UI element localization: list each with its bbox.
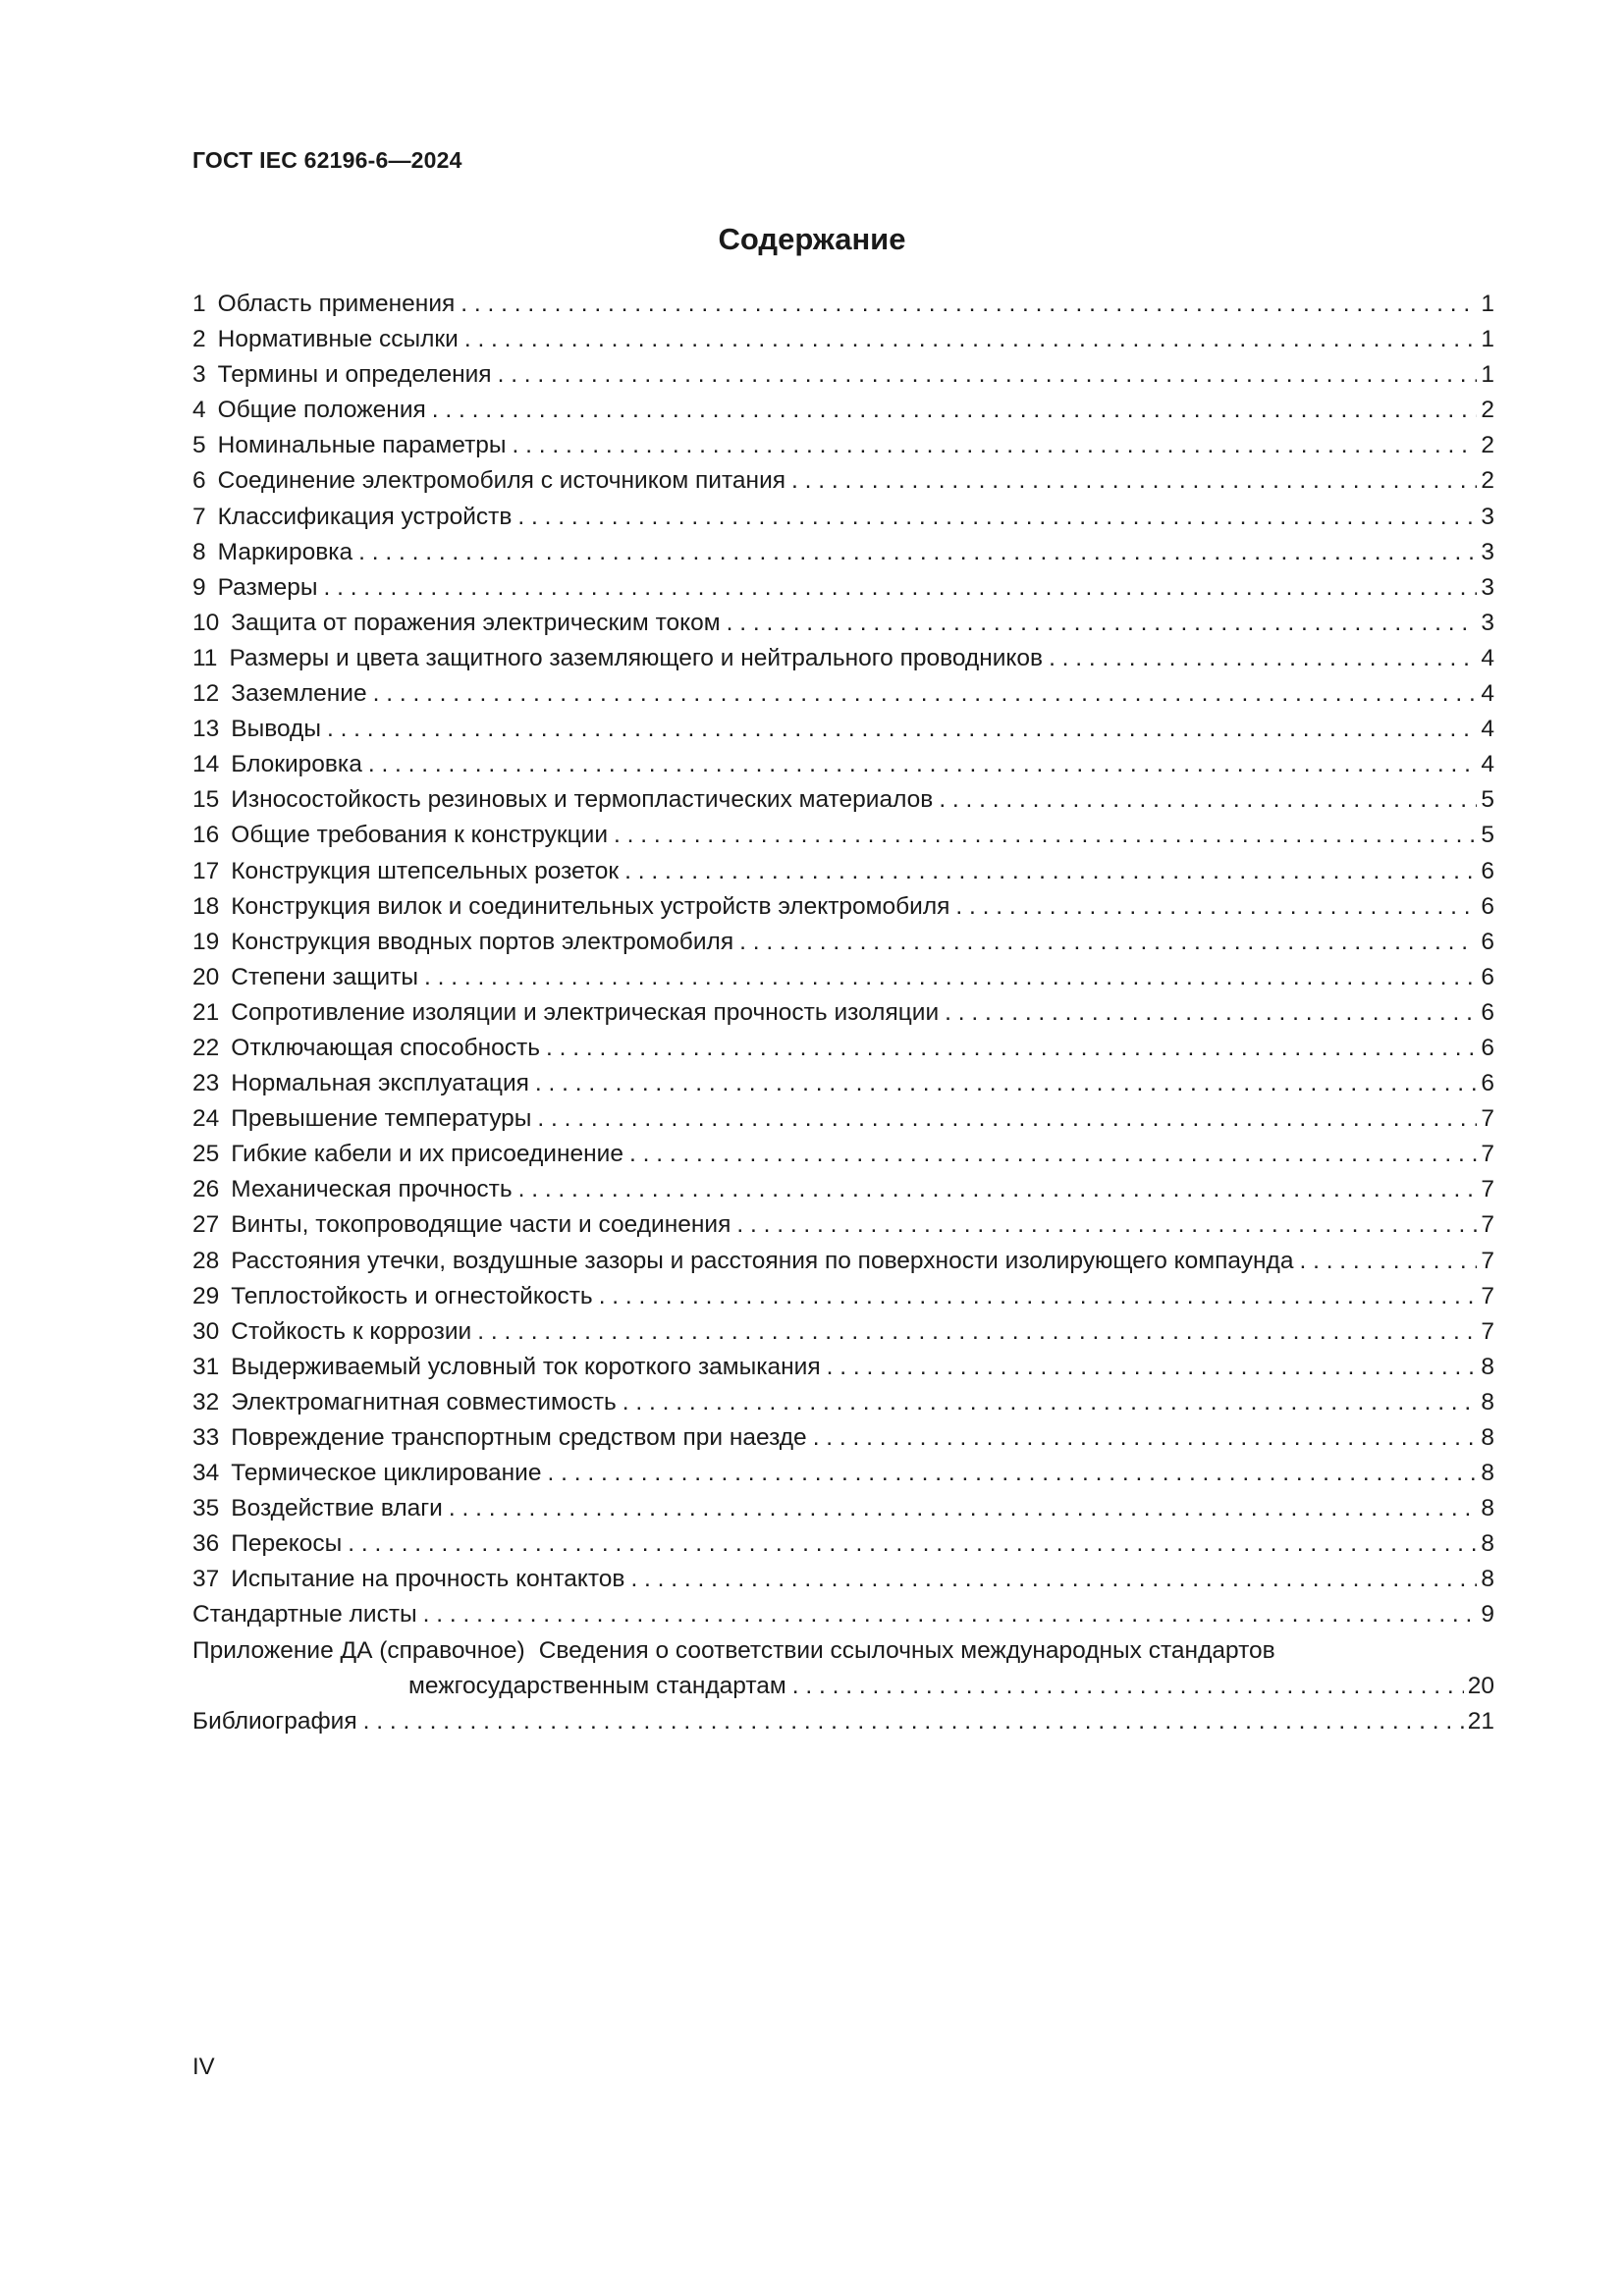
toc-entry[interactable]	[192, 428, 1494, 463]
toc-leader-dots	[518, 1172, 1478, 1207]
toc-entry-page: 8	[1481, 1495, 1494, 1522]
toc-entry[interactable]	[192, 712, 1494, 747]
toc-entry-title: Нормативные ссылки	[217, 326, 459, 353]
toc-entry-title: Конструкция вилок и соединительных устройств электромобиля	[231, 892, 950, 920]
toc-entry-page: 4	[1481, 680, 1494, 708]
toc-leader-dots	[327, 712, 1477, 747]
toc-entry-title: Библиография	[192, 1707, 357, 1735]
toc-entry-number: 23	[192, 1070, 220, 1097]
toc-entry[interactable]	[192, 1172, 1494, 1207]
toc-entry[interactable]	[192, 1244, 1494, 1279]
toc-leader-dots	[1299, 1244, 1477, 1279]
toc-entry-number: 32	[192, 1388, 220, 1415]
toc-entry-page: 7	[1481, 1211, 1494, 1239]
toc-entry-number: 8	[192, 538, 206, 565]
toc-entry-title: Гибкие кабели и их присоединение	[231, 1141, 623, 1168]
toc-entry-title: Маркировка	[217, 538, 353, 565]
toc-entry-title: Размеры и цвета защитного заземляющего и нейтрального проводников	[229, 644, 1044, 671]
toc-leader-dots	[599, 1279, 1478, 1314]
toc-entry[interactable]	[192, 1101, 1494, 1137]
toc-entry-page: 20	[1467, 1672, 1494, 1699]
toc-entry-number: 4	[192, 397, 206, 424]
toc-entry[interactable]	[192, 606, 1494, 641]
toc-leader-dots	[614, 818, 1477, 853]
toc-entry-number: 19	[192, 928, 220, 955]
toc-entry[interactable]	[192, 1562, 1494, 1597]
toc-entry-page: 1	[1481, 361, 1494, 389]
toc-entry[interactable]	[192, 1031, 1494, 1066]
toc-entry-page: 4	[1481, 644, 1494, 671]
toc-entry-page: 8	[1481, 1388, 1494, 1415]
toc-leader-dots	[423, 1597, 1478, 1632]
toc-entry[interactable]	[192, 818, 1494, 853]
toc-entry-page: 1	[1481, 291, 1494, 317]
toc-leader-dots	[348, 1526, 1477, 1562]
toc-leader-dots	[368, 747, 1478, 782]
toc-entry-number: 9	[192, 573, 206, 601]
toc-entry-page: 7	[1481, 1141, 1494, 1168]
toc-leader-dots	[537, 1101, 1477, 1137]
toc-leader-dots	[630, 1562, 1477, 1597]
toc-entry-page: 8	[1481, 1530, 1494, 1558]
toc-entry-number: 6	[192, 467, 206, 495]
toc-entry-title: Нормальная эксплуатация	[231, 1070, 529, 1097]
toc-entry-page: 6	[1481, 928, 1494, 955]
toc-entry-number: 26	[192, 1176, 220, 1203]
toc-entry[interactable]	[192, 1350, 1494, 1385]
toc-leader-dots	[464, 322, 1478, 357]
toc-entry-page: 2	[1481, 467, 1494, 495]
table-of-contents	[192, 287, 1494, 1739]
toc-entry-page: 7	[1481, 1247, 1494, 1274]
toc-entry-title: Общие положения	[217, 397, 426, 424]
toc-entry-standard-sheets[interactable]	[192, 1597, 1494, 1632]
toc-entry-page: 7	[1481, 1282, 1494, 1309]
toc-entry-number: 27	[192, 1211, 220, 1239]
toc-entry[interactable]	[192, 322, 1494, 357]
toc-entry-number: 15	[192, 786, 220, 814]
toc-entry-title: Теплостойкость и огнестойкость	[231, 1282, 593, 1309]
toc-entry-page: 7	[1481, 1176, 1494, 1203]
toc-entry[interactable]	[192, 393, 1494, 428]
toc-entry-title: Износостойкость резиновых и термопластических материалов	[231, 786, 934, 814]
toc-entry-title: Стойкость к коррозии	[231, 1317, 472, 1345]
toc-leader-dots	[945, 995, 1477, 1031]
toc-entry-number: 13	[192, 716, 220, 743]
toc-leader-dots	[939, 782, 1477, 818]
annex-title-line2: межгосударственным стандартам	[408, 1672, 786, 1699]
toc-entry-page: 5	[1481, 786, 1494, 814]
toc-leader-dots	[449, 1491, 1477, 1526]
toc-entry-page: 2	[1481, 397, 1494, 424]
toc-entry-page: 1	[1481, 326, 1494, 353]
toc-entry-number: 22	[192, 1034, 220, 1061]
toc-entry-number: 24	[192, 1105, 220, 1133]
toc-entry[interactable]	[192, 1420, 1494, 1456]
toc-entry-title: Превышение температуры	[231, 1105, 532, 1133]
toc-entry-title: Термины и определения	[217, 361, 492, 389]
toc-entry-page: 4	[1481, 716, 1494, 743]
toc-entry-page: 4	[1481, 751, 1494, 778]
toc-entry-number: 30	[192, 1317, 220, 1345]
toc-entry[interactable]	[192, 641, 1494, 676]
toc-entry-bibliography[interactable]	[192, 1704, 1494, 1739]
toc-entry[interactable]	[192, 1279, 1494, 1314]
toc-entry-page: 6	[1481, 963, 1494, 990]
toc-leader-dots	[432, 393, 1478, 428]
toc-entry-title: Перекосы	[231, 1530, 343, 1558]
toc-entry-number: 29	[192, 1282, 220, 1309]
toc-leader-dots	[629, 1137, 1477, 1172]
toc-leader-dots	[792, 1669, 1464, 1704]
toc-entry-title: Блокировка	[231, 751, 362, 778]
toc-entry-title: Повреждение транспортным средством при наезде	[231, 1424, 807, 1451]
toc-entry-title: Расстояния утечки, воздушные зазоры и расстояния по поверхности изолирующего компаунда	[231, 1247, 1294, 1274]
toc-entry-number: 7	[192, 503, 206, 530]
toc-entry[interactable]	[192, 782, 1494, 818]
toc-entry-page: 8	[1481, 1424, 1494, 1451]
toc-entry-number: 36	[192, 1530, 220, 1558]
toc-entry-title: Классификация устройств	[217, 503, 513, 530]
toc-entry-title: Номинальные параметры	[217, 432, 507, 459]
toc-entry[interactable]	[192, 925, 1494, 960]
toc-leader-dots	[358, 535, 1477, 570]
toc-entry-title: Размеры	[217, 573, 318, 601]
toc-entry[interactable]	[192, 960, 1494, 995]
toc-leader-dots	[624, 854, 1477, 889]
toc-entry-number: 14	[192, 751, 220, 778]
toc-entry-title: Электромагнитная совместимость	[231, 1388, 617, 1415]
annex-title-line1: Сведения о соответствии ссылочных международных стандартов	[538, 1636, 1275, 1664]
toc-leader-dots	[736, 1207, 1477, 1243]
toc-entry[interactable]	[192, 535, 1494, 570]
toc-leader-dots	[547, 1456, 1477, 1491]
toc-entry[interactable]	[192, 287, 1494, 322]
toc-entry-number: 17	[192, 857, 220, 884]
toc-entry-title: Соединение электромобиля с источником питания	[217, 467, 786, 495]
toc-entry-number: 20	[192, 963, 220, 990]
toc-entry[interactable]	[192, 1207, 1494, 1243]
toc-entry-page: 6	[1481, 892, 1494, 920]
toc-leader-dots	[373, 676, 1478, 712]
toc-entry-title: Воздействие влаги	[231, 1495, 443, 1522]
toc-leader-dots	[623, 1385, 1478, 1420]
toc-entry-page: 2	[1481, 432, 1494, 459]
toc-entry-page: 6	[1481, 1034, 1494, 1061]
toc-entry-title: Сопротивление изоляции и электрическая прочность изоляции	[231, 998, 940, 1026]
toc-entry-page: 6	[1481, 1070, 1494, 1097]
toc-entry-title: Стандартные листы	[192, 1601, 417, 1629]
toc-leader-dots	[323, 570, 1477, 606]
toc-entry[interactable]	[192, 889, 1494, 925]
annex-label: Приложение ДА (справочное)	[192, 1636, 525, 1664]
toc-entry-number: 34	[192, 1460, 220, 1487]
toc-entry-title: Область применения	[217, 291, 456, 317]
toc-leader-dots	[477, 1314, 1477, 1350]
toc-leader-dots	[813, 1420, 1478, 1456]
toc-entry[interactable]	[192, 995, 1494, 1031]
toc-entry-title: Винты, токопроводящие части и соединения	[231, 1211, 731, 1239]
toc-entry-number: 33	[192, 1424, 220, 1451]
document-code: ГОСТ IEC 62196-6—2024	[192, 147, 462, 173]
toc-entry-page: 7	[1481, 1317, 1494, 1345]
toc-entry-title: Термическое циклирование	[231, 1460, 542, 1487]
toc-entry-page: 3	[1481, 609, 1494, 636]
toc-entry-number: 18	[192, 892, 220, 920]
toc-leader-dots	[739, 925, 1477, 960]
toc-entry-number: 1	[192, 291, 206, 317]
toc-entry[interactable]	[192, 463, 1494, 499]
toc-entry-number: 31	[192, 1353, 220, 1380]
toc-leader-dots	[513, 428, 1478, 463]
toc-entry[interactable]	[192, 854, 1494, 889]
toc-entry[interactable]	[192, 1137, 1494, 1172]
toc-entry-title: Отключающая способность	[231, 1034, 541, 1061]
toc-entry-page: 5	[1481, 822, 1494, 849]
toc-entry-page: 8	[1481, 1566, 1494, 1593]
page-number: IV	[192, 2054, 215, 2080]
toc-entry-number: 16	[192, 822, 220, 849]
toc-title: Содержание	[718, 222, 906, 256]
toc-entry-number: 35	[192, 1495, 220, 1522]
toc-leader-dots	[424, 960, 1477, 995]
toc-entry-page: 3	[1481, 573, 1494, 601]
toc-entry-title: Заземление	[231, 680, 367, 708]
toc-entry-title: Общие требования к конструкции	[231, 822, 609, 849]
toc-entry[interactable]	[192, 357, 1494, 393]
toc-entry-page: 6	[1481, 857, 1494, 884]
toc-entry-page: 8	[1481, 1460, 1494, 1487]
toc-entry-page: 8	[1481, 1353, 1494, 1380]
toc-entry-title: Конструкция вводных портов электромобиля	[231, 928, 734, 955]
toc-entry-number: 5	[192, 432, 206, 459]
toc-entry-number: 21	[192, 998, 220, 1026]
toc-entry-page: 3	[1481, 503, 1494, 530]
toc-entry-number: 12	[192, 680, 220, 708]
toc-leader-dots	[791, 463, 1477, 499]
toc-leader-dots	[827, 1350, 1478, 1385]
toc-entry[interactable]	[192, 1491, 1494, 1526]
toc-leader-dots	[460, 287, 1477, 322]
toc-entry[interactable]	[192, 1456, 1494, 1491]
toc-entry[interactable]	[192, 747, 1494, 782]
toc-entry[interactable]	[192, 676, 1494, 712]
toc-entry-number: 28	[192, 1247, 220, 1274]
toc-entry[interactable]	[192, 1066, 1494, 1101]
toc-leader-dots	[1049, 641, 1477, 676]
toc-leader-dots	[498, 357, 1478, 393]
toc-entry-title: Степени защиты	[231, 963, 418, 990]
toc-entry-number: 10	[192, 609, 220, 636]
toc-entry-number: 2	[192, 326, 206, 353]
toc-entry-number: 3	[192, 361, 206, 389]
toc-entry-number: 37	[192, 1566, 220, 1593]
toc-entry-title: Испытание на прочность контактов	[231, 1566, 625, 1593]
toc-entry-page: 6	[1481, 998, 1494, 1026]
toc-entry-title: Защита от поражения электрическим током	[231, 609, 721, 636]
toc-leader-dots	[535, 1066, 1477, 1101]
toc-entry-title: Механическая прочность	[231, 1176, 513, 1203]
toc-leader-dots	[517, 500, 1477, 535]
toc-leader-dots	[955, 889, 1477, 925]
toc-entry-title: Выдерживаемый условный ток короткого замыкания	[231, 1353, 821, 1380]
toc-entry[interactable]	[192, 1385, 1494, 1420]
toc-entry-number: 11	[192, 644, 218, 671]
toc-entry[interactable]	[192, 1314, 1494, 1350]
toc-entry-page: 9	[1481, 1601, 1494, 1629]
toc-entry-title: Конструкция штепсельных розеток	[231, 857, 620, 884]
toc-leader-dots	[363, 1704, 1464, 1739]
toc-entry[interactable]	[192, 1526, 1494, 1562]
toc-entry-number: 25	[192, 1141, 220, 1168]
toc-entry-page: 21	[1467, 1707, 1494, 1735]
toc-entry-page: 7	[1481, 1105, 1494, 1133]
toc-leader-dots	[727, 606, 1478, 641]
toc-entry-annex[interactable]	[192, 1633, 1494, 1704]
toc-entry-page: 3	[1481, 538, 1494, 565]
toc-entry-title: Выводы	[231, 716, 321, 743]
toc-entry[interactable]	[192, 570, 1494, 606]
toc-leader-dots	[546, 1031, 1477, 1066]
toc-entry[interactable]	[192, 500, 1494, 535]
